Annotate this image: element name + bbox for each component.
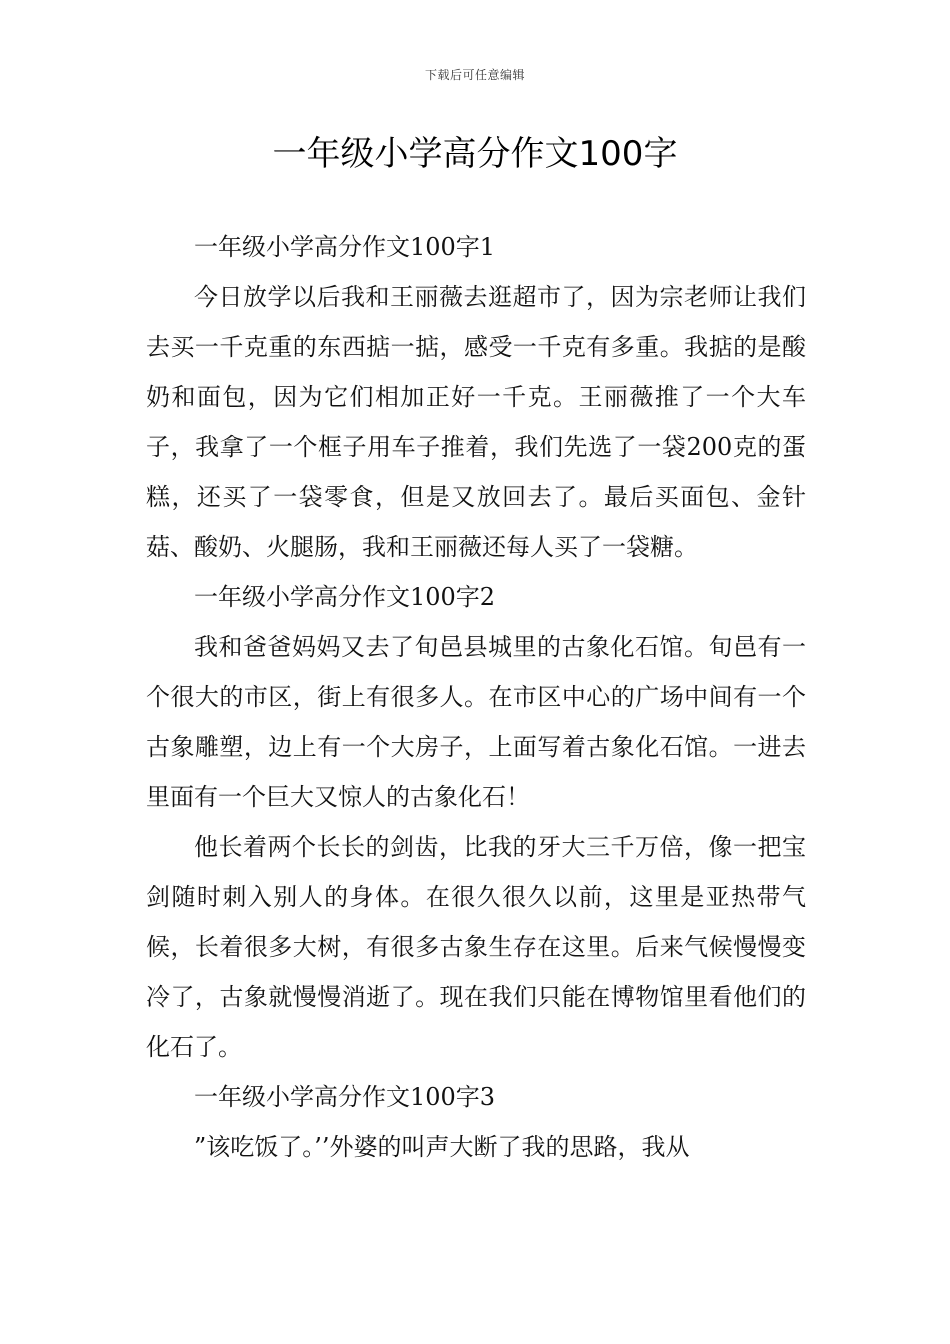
section-heading-1: 一年级小学高分作文100字1 bbox=[194, 233, 496, 261]
document-body bbox=[146, 222, 806, 1172]
header-note: 下载后可任意编辑 bbox=[424, 68, 525, 82]
paragraph: 我和爸爸妈妈又去了旬邑县城里的古象化石馆。旬邑有一个很大的市区，街上有很多人。在市区中心的广场中间有一个古象雕塑，边上有一个大房子，上面写着古象化石馆。一进去里面有一个巨大又惊人的古象化石！ bbox=[146, 633, 806, 811]
paragraph: 今日放学以后我和王丽薇去逛超市了，因为宗老师让我们去买一千克重的东西掂一掂，感受一千克有多重。我掂的是酸奶和面包，因为它们相加正好一千克。王丽薇推了一个大车子，我拿了一个框子用车子推着，我们先选了一袋200克的蛋糕，还买了一袋零食，但是又放回去了。最后买面包、金针菇、酸奶、火腿肠，我和王丽薇还每人买了一袋糖。 bbox=[146, 283, 806, 561]
section-heading-2: 一年级小学高分作文100字2 bbox=[194, 583, 496, 611]
paragraph: 他长着两个长长的剑齿，比我的牙大三千万倍，像一把宝剑随时刺入别人的身体。在很久很久以前，这里是亚热带气候，长着很多大树，有很多古象生存在这里。后来气候慢慢变冷了，古象就慢慢消逝了。现在我们只能在博物馆里看他们的化石了。 bbox=[146, 833, 806, 1061]
paragraph: ”该吃饭了。’’外婆的叫声大断了我的思路，我从 bbox=[194, 1133, 690, 1161]
document-title: 一年级小学高分作文100字 bbox=[272, 134, 678, 174]
section-heading-3: 一年级小学高分作文100字3 bbox=[194, 1083, 496, 1111]
